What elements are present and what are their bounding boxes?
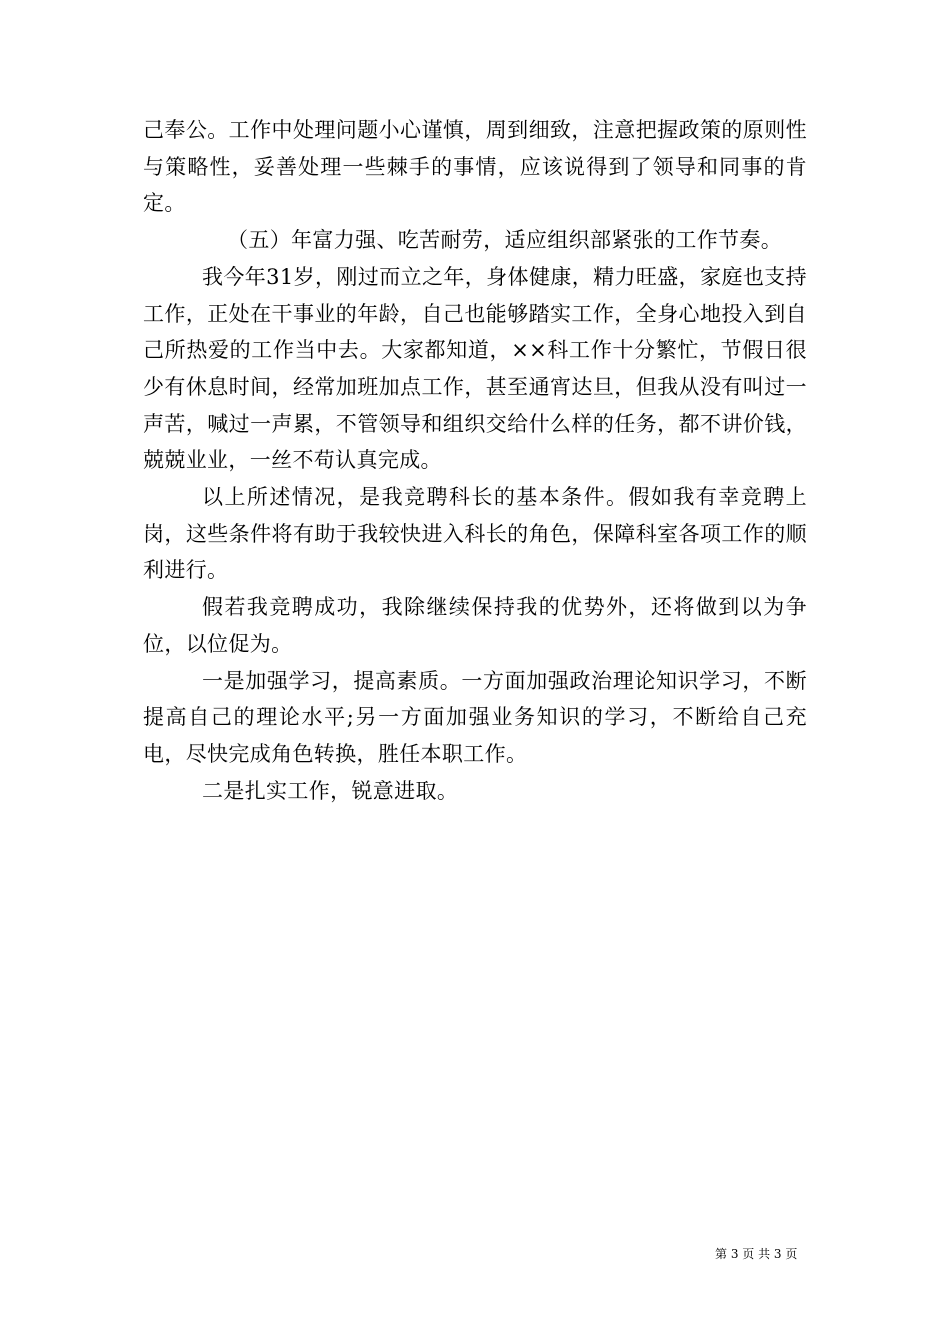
paragraph-if-successful: 假若我竞聘成功，我除继续保持我的优势外，还将做到以为争位，以位促为。	[143, 595, 807, 656]
paragraph-point-two: 二是扎实工作，锐意进取。	[202, 778, 459, 803]
paragraph-personal-info: 我今年31岁，刚过而立之年，身体健康，精力旺盛，家庭也支持工作，正处在干事业的年龄，自己也能够踏实工作，全身心地投入到自己所热爱的工作当中去。大家都知道，××科工作十分繁忙，节假日很少有休息时间，经常加班加点工作，甚至通宵达旦，但我从没有叫过一声苦，喊过一声累，不管领导和组织交给什么样的任务，都不讲价钱，兢兢业业，一丝不苟认真完成。	[143, 264, 807, 473]
paragraph-summary-conditions: 以上所述情况，是我竞聘科长的基本条件。假如我有幸竞聘上岗，这些条件将有助于我较快进入科长的角色，保障科室各项工作的顺利进行。	[143, 485, 807, 583]
document-body	[143, 112, 807, 809]
paragraph-point-one: 一是加强学习，提高素质。一方面加强政治理论知识学习，不断提高自己的理论水平;另一方面加强业务知识的学习，不断给自己充电，尽快完成角色转换，胜任本职工作。	[143, 668, 807, 766]
section-heading-five: （五）年富力强、吃苦耐劳，适应组织部紧张的工作节奏。	[227, 228, 783, 253]
paragraph-continuation: 己奉公。工作中处理问题小心谨慎，周到细致，注意把握政策的原则性与策略性，妥善处理一些棘手的事情，应该说得到了领导和同事的肯定。	[143, 118, 807, 216]
page-number-footer: 第 3 页 共 3 页	[715, 1247, 798, 1261]
